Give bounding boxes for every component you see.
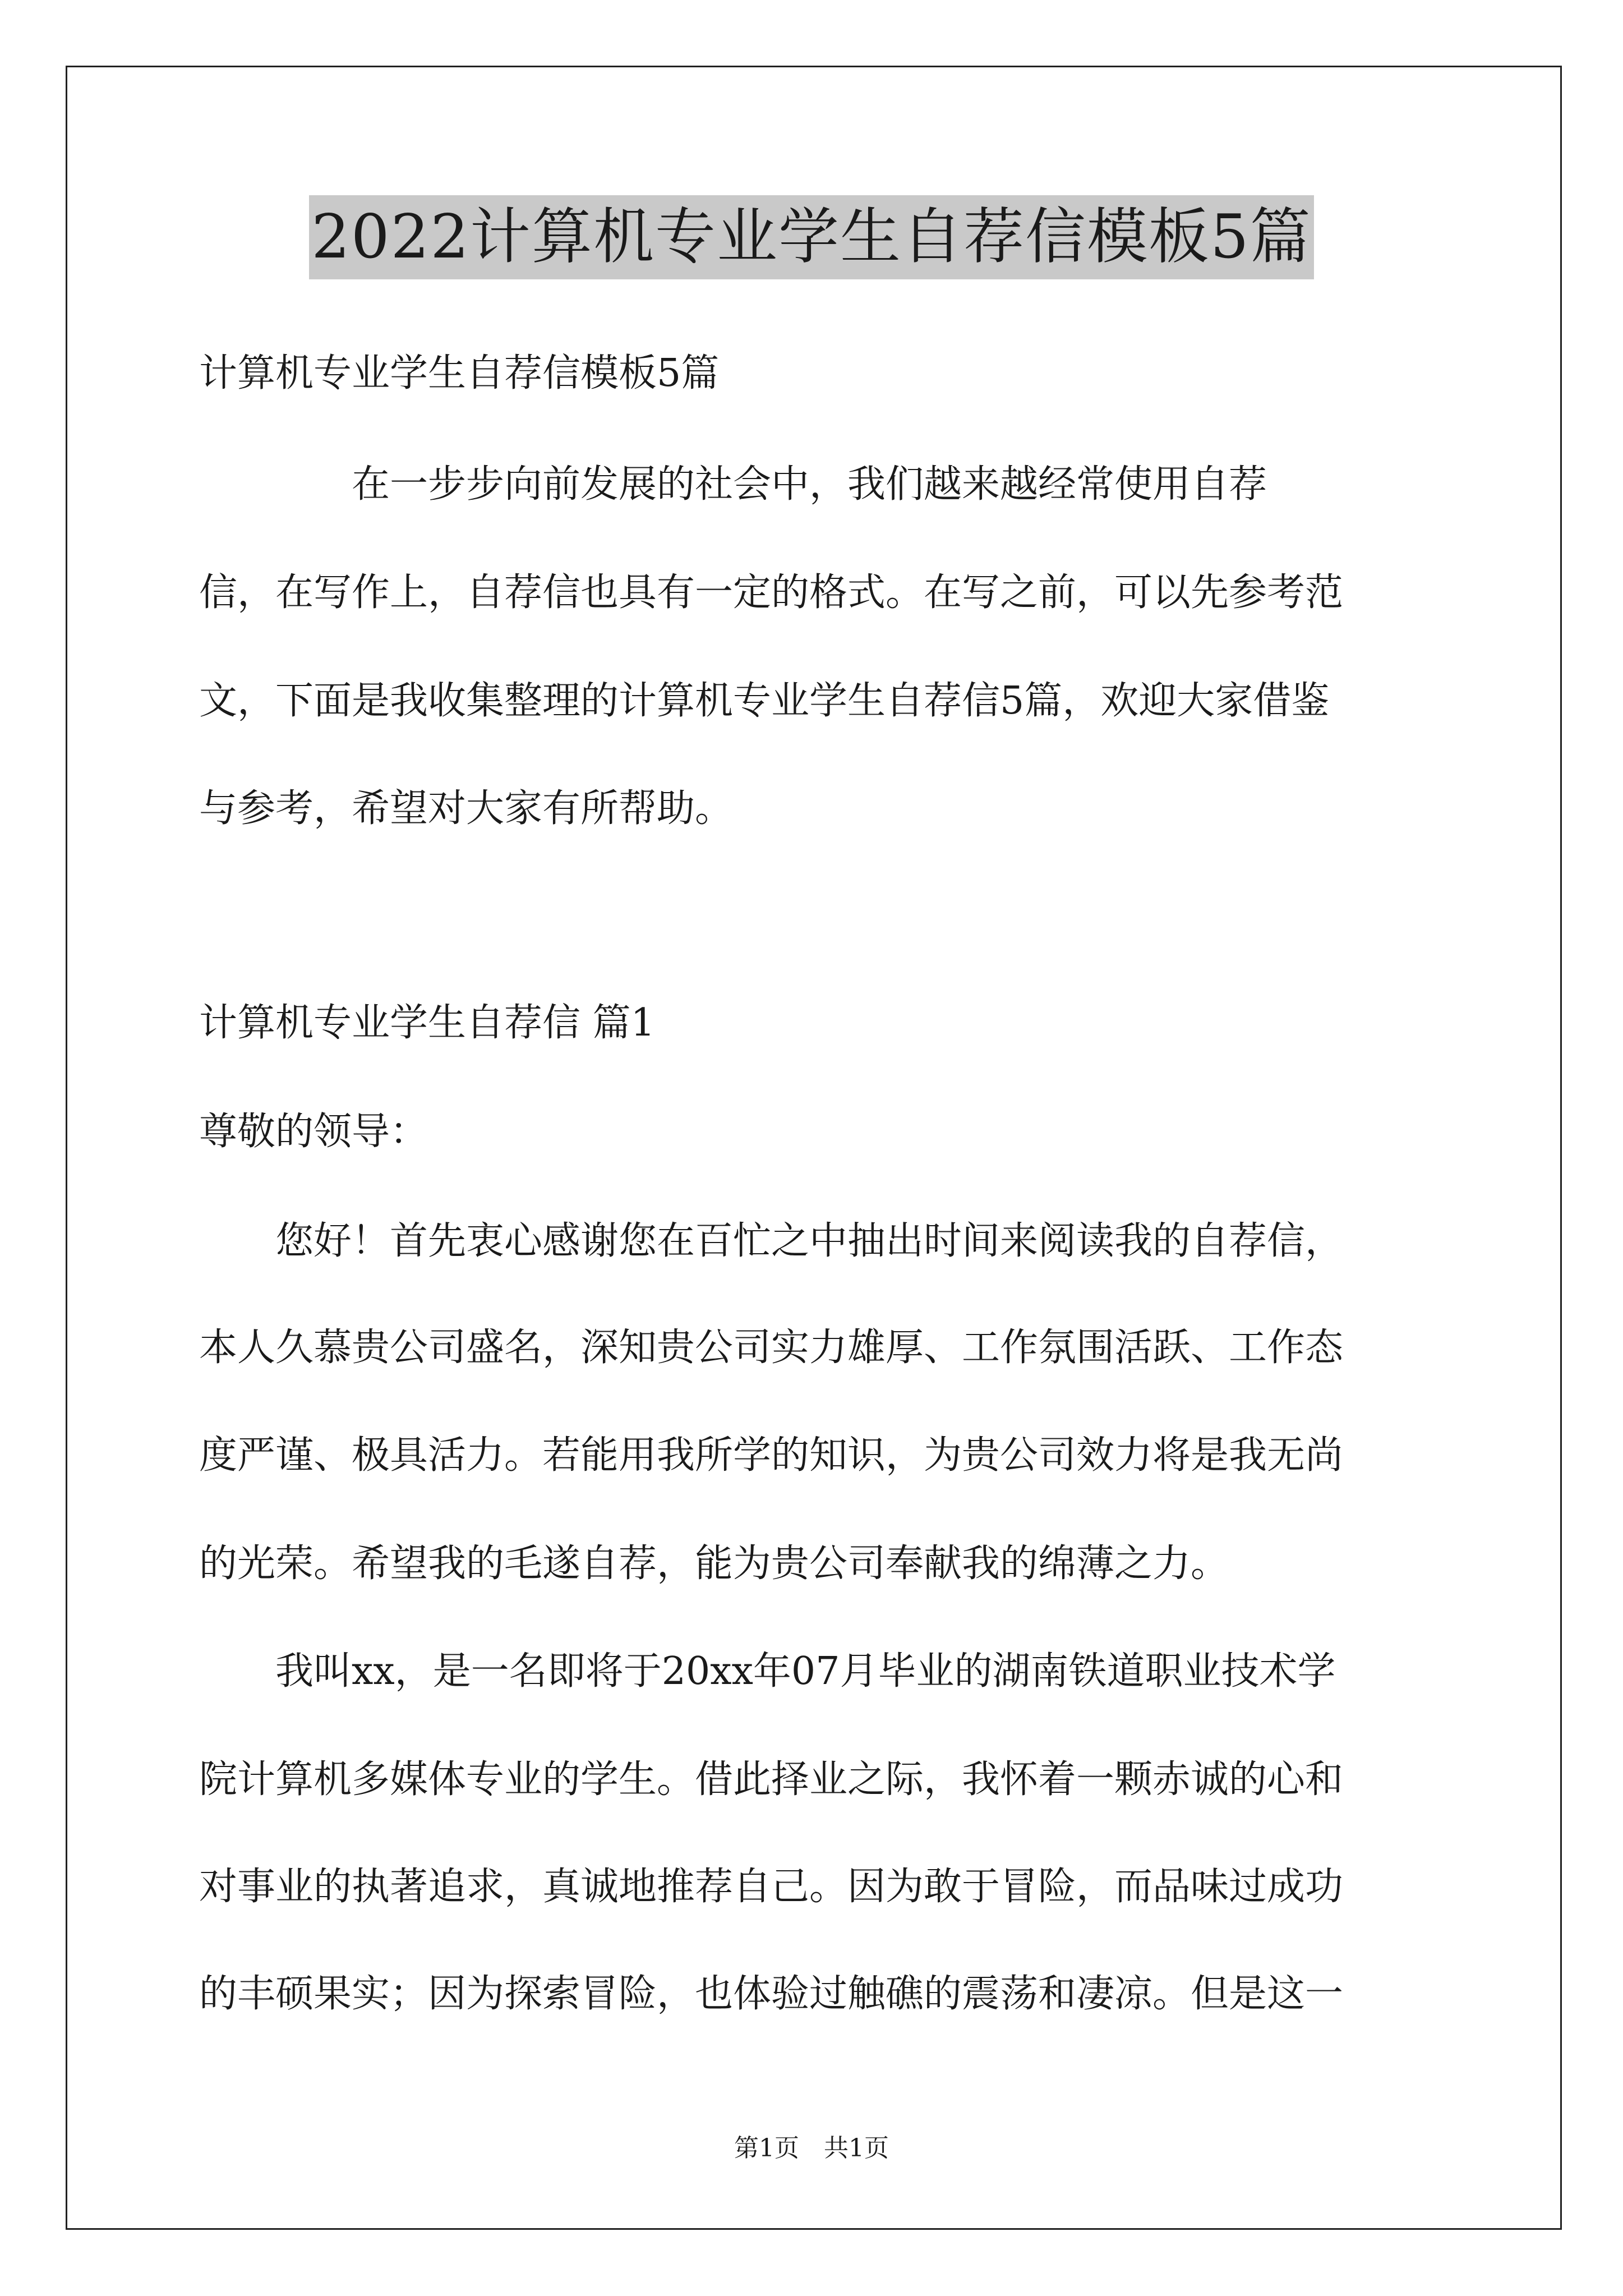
body-line: 与参考，希望对大家有所帮助。	[199, 786, 734, 831]
body-line: 文，下面是我收集整理的计算机专业学生自荐信5篇，欢迎大家借鉴	[199, 679, 1330, 723]
body-line: 的光荣。希望我的毛遂自荐，能为贵公司奉献我的绵薄之力。	[199, 1542, 1229, 1586]
page-footer: 第1页 共1页	[734, 2134, 889, 2162]
title-container	[0, 195, 1623, 279]
body-line: 我叫xx，是一名即将于20xx年07月毕业的湖南铁道职业技术学	[199, 1649, 1336, 1694]
body-line: 您好！首先衷心感谢您在百忙之中抽出时间来阅读我的自荐信，	[199, 1219, 1344, 1263]
body-line: 院计算机多媒体专业的学生。借此择业之际，我怀着一颗赤诚的心和	[199, 1757, 1344, 1802]
body-line: 对事业的执著追求，真诚地推荐自己。因为敢于冒险，而品味过成功	[199, 1865, 1344, 1909]
body-line: 本人久慕贵公司盛名，深知贵公司实力雄厚、工作氛围活跃、工作态	[199, 1326, 1344, 1370]
document-title: 2022计算机专业学生自荐信模板5篇	[309, 195, 1314, 279]
body-line: 在一步步向前发展的社会中，我们越来越经常使用自荐	[199, 462, 1267, 507]
section-heading: 计算机专业学生自荐信 篇1	[199, 1001, 655, 1045]
body-line: 的丰硕果实；因为探索冒险，也体验过触礁的震荡和凄凉。但是这一	[199, 1972, 1344, 2016]
body-line: 度严谨、极具活力。若能用我所学的知识，为贵公司效力将是我无尚	[199, 1433, 1344, 1478]
body-line: 信，在写作上，自荐信也具有一定的格式。在写之前，可以先参考范	[199, 570, 1344, 615]
salutation: 尊敬的领导：	[199, 1110, 428, 1154]
subtitle-line: 计算机专业学生自荐信模板5篇	[199, 351, 720, 395]
